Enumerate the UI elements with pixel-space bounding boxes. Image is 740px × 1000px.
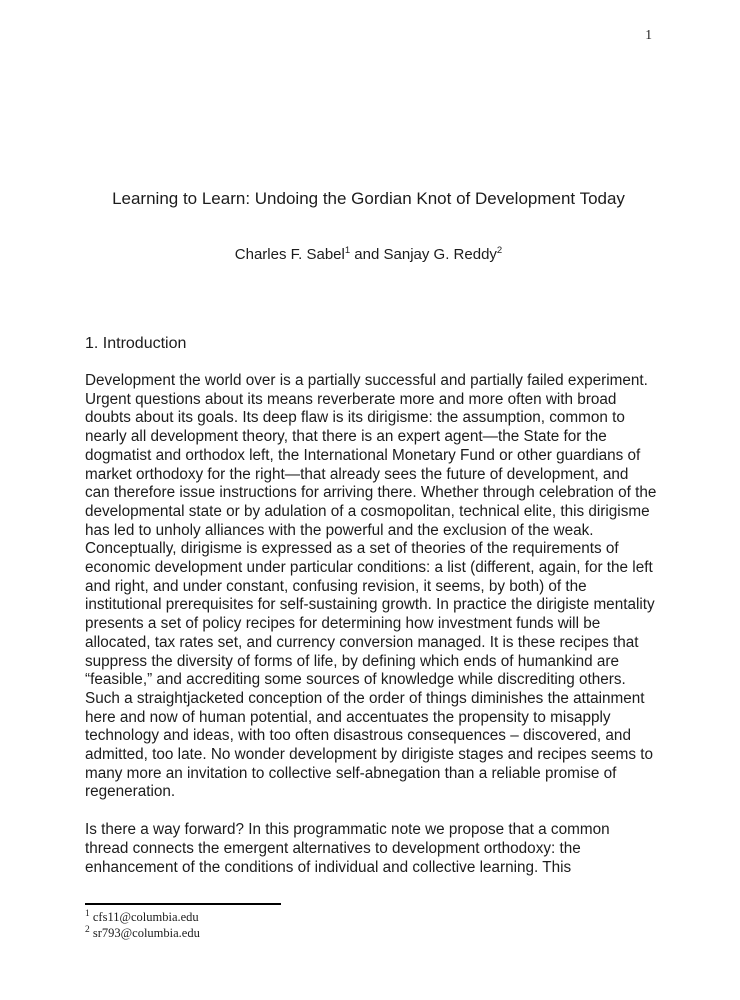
footnote-area	[85, 903, 652, 941]
paper-title: Learning to Learn: Undoing the Gordian Knot of Development Today	[112, 189, 625, 208]
page-number: 1	[645, 27, 652, 42]
author-1-footnote-marker: 1	[344, 245, 351, 256]
footnote-2-text: sr793@columbia.edu	[92, 925, 200, 940]
section-heading: 1. Introduction	[85, 335, 187, 352]
body-paragraph-1: Development the world over is a partially successful and partially failed experiment. Urgent questions about its means reverberate more and more often with broad doubts about its goals. Its deep flaw is its dirigisme: the assumption, common to nearly all development theory, that there is an expert agent—the State for the dogmatist and orthodox left, the International Monetary Fund or other guardians of market orthodoxy for the right—that already sees the future of development, and can therefore issue instructions for arriving there. Whether through celebration of the developmental state or by adulation of a cosmopolitan, technical elite, this dirigisme has led to unholy alliances with the powerful and the exclusion of the weak. Conceptually, dirigisme is expressed as a set of theories of the requirements of economic development under particular conditions: a list (different, again, for the left and right, and under constant, confusing revision, it seems, by both) of the institutional prerequisites for self-sustaining growth. In practice the dirigiste mentality presents a set of policy recipes for determining how investment funds will be allocated, tax rates set, and currency conversion managed. It is these recipes that suppress the diversity of forms of life, by defining which ends of humankind are “feasible,” and accrediting some sources of knowledge while discrediting others. Such a straightjacketed conception of the order of things diminishes the attainment here and now of human potential, and accentuates the propensity to misapply technology and ideas, with too often disastrous consequences – discovered, and admitted, too late. No wonder development by dirigiste stages and recipes seems to many more an invitation to collective self-abnegation than a reliable promise of regeneration.	[85, 372, 657, 801]
footnote-1-marker: 1	[85, 909, 90, 920]
author-2-footnote-marker: 2	[496, 245, 503, 256]
footnote-2	[85, 926, 652, 942]
footnote-divider	[85, 903, 281, 905]
footnote-1	[85, 910, 652, 926]
author-line	[85, 246, 652, 264]
author-1: Charles F. Sabel	[234, 246, 345, 263]
body-paragraph-2: Is there a way forward? In this programmatic note we propose that a common thread connects the emergent alternatives to development orthodoxy: the enhancement of the conditions of individual and collective learning. This	[85, 821, 610, 876]
footnote-1-text: cfs11@columbia.edu	[92, 910, 199, 925]
author-connector: and	[350, 246, 384, 263]
author-2: Sanjay G. Reddy	[383, 246, 497, 263]
footnote-2-marker: 2	[85, 924, 90, 935]
